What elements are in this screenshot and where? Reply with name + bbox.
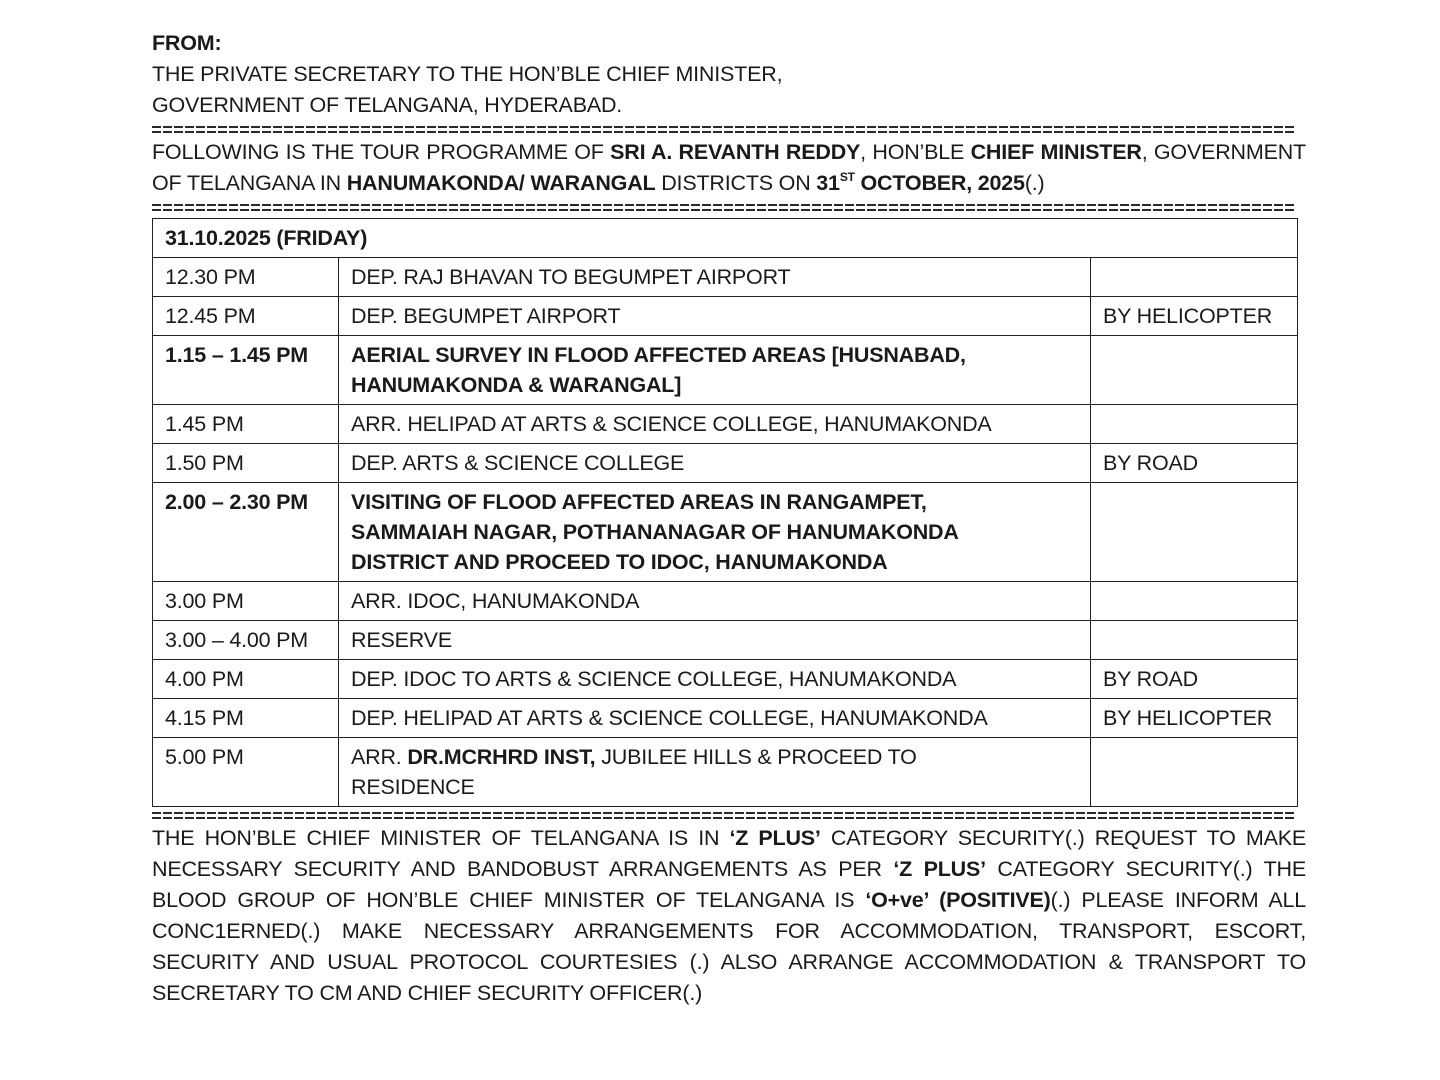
row-time: 4.15 PM xyxy=(153,699,339,738)
row-mode xyxy=(1091,336,1298,405)
tour-programme-document xyxy=(152,28,1306,1009)
row-time: 12.30 PM xyxy=(153,258,339,297)
security-category-2: ‘Z PLUS’ xyxy=(893,857,986,881)
intro-text-2: , HON’BLE xyxy=(860,140,971,164)
row-event: DEP. HELIPAD AT ARTS & SCIENCE COLLEGE, HANUMAKONDA xyxy=(339,699,1091,738)
intro-paragraph xyxy=(152,137,1306,199)
intro-text-3: , GOVERNMENT OF TELANGANA IN xyxy=(152,140,1306,195)
row-mode: BY HELICOPTER xyxy=(1091,699,1298,738)
row-event xyxy=(339,738,1091,807)
row-event-venue: DR.MCRHRD INST, xyxy=(407,745,596,769)
row-event: DEP. IDOC TO ARTS & SCIENCE COLLEGE, HANUMAKONDA xyxy=(339,660,1091,699)
security-category-1: ‘Z PLUS’ xyxy=(729,826,821,850)
separator-line xyxy=(152,201,1296,213)
row-event: ARR. IDOC, HANUMAKONDA xyxy=(339,582,1091,621)
table-row xyxy=(153,582,1298,621)
row-time: 3.00 – 4.00 PM xyxy=(153,621,339,660)
blood-group: ‘O+ve’ (POSITIVE) xyxy=(865,888,1051,912)
table-row xyxy=(153,660,1298,699)
row-mode xyxy=(1091,258,1298,297)
table-row xyxy=(153,621,1298,660)
schedule-date: 31.10.2025 (FRIDAY) xyxy=(153,219,1298,258)
sender-line-1: THE PRIVATE SECRETARY TO THE HON’BLE CHIEF MINISTER, xyxy=(152,62,783,86)
row-event: VISITING OF FLOOD AFFECTED AREAS IN RANGAMPET, SAMMAIAH NAGAR, POTHANANAGAR OF HANUMAKONDA DISTRICT AND PROCEED TO IDOC, HANUMAKONDA xyxy=(339,483,1091,582)
row-mode xyxy=(1091,738,1298,807)
separator-line xyxy=(152,123,1296,135)
date-header-row xyxy=(153,219,1298,258)
districts: HANUMAKONDA/ WARANGAL xyxy=(346,171,656,195)
row-event: DEP. BEGUMPET AIRPORT xyxy=(339,297,1091,336)
tour-month-year: OCTOBER, 2025 xyxy=(854,171,1025,195)
row-mode xyxy=(1091,621,1298,660)
intro-text-1: FOLLOWING IS THE TOUR PROGRAMME OF xyxy=(152,140,611,164)
table-row xyxy=(153,258,1298,297)
row-time: 1.45 PM xyxy=(153,405,339,444)
security-instructions-paragraph xyxy=(152,823,1306,1009)
separator-line xyxy=(152,809,1296,821)
row-mode xyxy=(1091,483,1298,582)
footer-text-4: (.) PLEASE INFORM ALL CONC1ERNED(.) MAKE NECESSARY ARRANGEMENTS FOR ACCOMMODATION, TRANSPORT, ESCORT, SECURITY AND USUAL PROTOCOL COURTESIES (.) ALSO ARRANGE ACCOMMODATION & TRANSPORT TO SECRETARY TO CM AND CHIEF SECURITY OFFICER(.) xyxy=(152,888,1306,1005)
tour-day-suffix: ST xyxy=(839,170,855,184)
from-label: FROM: xyxy=(152,31,222,55)
table-row xyxy=(153,699,1298,738)
row-time: 1.50 PM xyxy=(153,444,339,483)
table-row xyxy=(153,738,1298,807)
row-event: DEP. RAJ BHAVAN TO BEGUMPET AIRPORT xyxy=(339,258,1091,297)
row-mode xyxy=(1091,582,1298,621)
row-time: 4.00 PM xyxy=(153,660,339,699)
footer-text-2: CATEGORY SECURITY(.) REQUEST TO MAKE NECESSARY SECURITY AND BANDOBUST ARRANGEMENTS AS PER xyxy=(152,826,1307,881)
table-row xyxy=(153,297,1298,336)
table-row xyxy=(153,483,1298,582)
row-event-suffix: JUBILEE HILLS & PROCEED TO RESIDENCE xyxy=(351,745,917,799)
row-event: RESERVE xyxy=(339,621,1091,660)
row-event: DEP. ARTS & SCIENCE COLLEGE xyxy=(339,444,1091,483)
cm-title: CHIEF MINISTER xyxy=(970,140,1142,164)
row-event-prefix: ARR. xyxy=(351,745,408,769)
row-mode: BY ROAD xyxy=(1091,660,1298,699)
footer-text-1: THE HON’BLE CHIEF MINISTER OF TELANGANA IS IN xyxy=(152,826,730,850)
table-row xyxy=(153,444,1298,483)
row-mode: BY HELICOPTER xyxy=(1091,297,1298,336)
cm-name: SRI A. REVANTH REDDY xyxy=(610,140,861,164)
row-time: 3.00 PM xyxy=(153,582,339,621)
table-row xyxy=(153,405,1298,444)
intro-text-4: DISTRICTS ON xyxy=(655,171,817,195)
row-event: ARR. HELIPAD AT ARTS & SCIENCE COLLEGE, HANUMAKONDA xyxy=(339,405,1091,444)
sender-line-2: GOVERNMENT OF TELANGANA, HYDERABAD. xyxy=(152,93,623,117)
row-time: 5.00 PM xyxy=(153,738,339,807)
tour-day: 31 xyxy=(816,171,840,195)
row-time: 12.45 PM xyxy=(153,297,339,336)
row-mode xyxy=(1091,405,1298,444)
footer-text-3: CATEGORY SECURITY(.) THE BLOOD GROUP OF HON’BLE CHIEF MINISTER OF TELANGANA IS xyxy=(152,857,1306,912)
intro-text-5: (.) xyxy=(1024,171,1045,195)
schedule-table xyxy=(152,218,1298,807)
table-row xyxy=(153,336,1298,405)
row-event: AERIAL SURVEY IN FLOOD AFFECTED AREAS [HUSNABAD, HANUMAKONDA & WARANGAL] xyxy=(339,336,1091,405)
row-mode: BY ROAD xyxy=(1091,444,1298,483)
row-time: 2.00 – 2.30 PM xyxy=(153,483,339,582)
row-time: 1.15 – 1.45 PM xyxy=(153,336,339,405)
